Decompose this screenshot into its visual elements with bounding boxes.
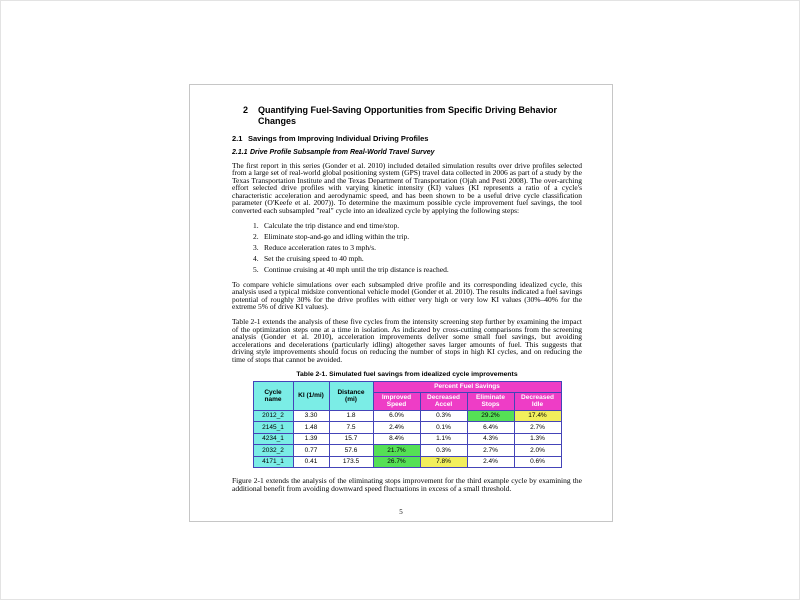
table-cell: 0.3%: [420, 445, 467, 457]
section-number: 2: [243, 105, 249, 115]
table-cell: 6.0%: [373, 410, 420, 422]
col-header-eliminate-stops: Eliminate Stops: [467, 392, 514, 410]
list-item-text: Eliminate stop-and-go and idling within the trip.: [264, 231, 410, 241]
subsection-title: Savings from Improving Individual Driving Profiles: [248, 134, 429, 143]
table-cell: 2.4%: [467, 456, 514, 468]
table-cell: 2.7%: [467, 445, 514, 457]
col-header-ki: KI (1/mi): [293, 381, 329, 410]
page-number: 5: [399, 508, 403, 516]
table-cell: 4171_1: [253, 456, 293, 468]
table-cell: 1.3%: [514, 433, 561, 445]
page-content: [232, 105, 582, 499]
list-item-number: 4.: [253, 253, 259, 263]
table-caption: Table 2-1. Simulated fuel savings from idealized cycle improvements: [296, 370, 518, 378]
list-item: [253, 233, 582, 241]
subsubsection-number: 2.1.1: [232, 149, 248, 156]
table-cell: 6.4%: [467, 422, 514, 434]
table-cell: 0.77: [293, 445, 329, 457]
paragraph-table-discussion: Table 2-1 extends the analysis of these five cycles from the intensity screening step further by examining the impact of the optimization steps one at a time in isolation. As indicated by cross-cutting comparisons from the screening analysis (Gonder et al. 2010), acceleration improvements deliver some small fuel savings, but avoiding accelerations and decelerations (particularly idling) altogether saves larger amounts of fuel. This suggests that driving style improvements should focus on reducing the number of stops in high KI cycles, and on reducing the time of stops that cannot be avoided.: [232, 317, 582, 364]
list-item-number: 5.: [253, 265, 259, 275]
table-cell: 173.5: [329, 456, 373, 468]
table-body: [253, 410, 561, 468]
table-cell: 8.4%: [373, 433, 420, 445]
list-item-text: Continue cruising at 40 mph until the trip distance is reached.: [264, 265, 449, 275]
table-cell: 0.41: [293, 456, 329, 468]
col-header-decreased-idle: Decreased Idle: [514, 392, 561, 410]
subsubsection-heading: [232, 149, 582, 157]
table-cell: 57.6: [329, 445, 373, 457]
col-header-group-savings: Percent Fuel Savings: [373, 381, 561, 392]
col-header-distance: Distance (mi): [329, 381, 373, 410]
table-cell: 1.8: [329, 410, 373, 422]
section-heading: [243, 105, 582, 126]
table-row: [253, 422, 561, 434]
table-cell: 15.7: [329, 433, 373, 445]
subsection-number: 2.1: [232, 134, 243, 143]
table-row: [253, 433, 561, 445]
table-row: [253, 456, 561, 468]
list-item-number: 1.: [253, 220, 259, 230]
subsection-heading: [232, 135, 582, 143]
table-cell: 21.7%: [373, 445, 420, 457]
table-cell: 2.4%: [373, 422, 420, 434]
table-cell: 3.30: [293, 410, 329, 422]
paragraph-figure: Figure 2-1 extends the analysis of the eliminating stops improvement for the third example cycle by examining the additional benefit from avoiding downward speed fluctuations in excess of a small threshold.: [232, 476, 582, 493]
table-cell: 1.1%: [420, 433, 467, 445]
list-item-text: Set the cruising speed to 40 mph.: [264, 253, 364, 263]
list-item-number: 3.: [253, 242, 259, 252]
table-cell: 1.48: [293, 422, 329, 434]
list-item-text: Calculate the trip distance and end time/stop.: [264, 220, 400, 230]
table-cell: 0.1%: [420, 422, 467, 434]
paragraph-intro: The first report in this series (Gonder et al. 2010) included detailed simulation results over drive profiles selected from a large set of real-world global positioning system (GPS) travel data collected in 2006 as part of a study by the Texas Transportation Institute and the Texas Department of Transportation (Ojah and Pesti 2008). The over-arching effort selected drive profiles with varying kinetic intensity (KI) values (KI represents a ratio of a cycle's characteristic acceleration and aerodynamic speed, and has been shown to be a useful drive cycle classification parameter (O'Keefe et al. 2007)). To determine the maximum possible cycle improvement fuel savings, the tool converted each subsampled "real" cycle into an idealized cycle by applying the following steps:: [232, 160, 582, 216]
list-item: [253, 255, 582, 263]
table-cell: 2.0%: [514, 445, 561, 457]
section-title: Quantifying Fuel-Saving Opportunities from Specific Driving Behavior Changes: [258, 105, 558, 126]
list-item: [253, 222, 582, 230]
table-cell: 2012_2: [253, 410, 293, 422]
table-cell: 26.7%: [373, 456, 420, 468]
table-header: [253, 381, 561, 410]
col-header-decreased-accel: Decreased Accel: [420, 392, 467, 410]
list-item: [253, 244, 582, 252]
fuel-savings-table: [253, 381, 562, 469]
table-cell: 7.8%: [420, 456, 467, 468]
table-cell: 2032_2: [253, 445, 293, 457]
subsubsection-title: Drive Profile Subsample from Real-World Travel Survey: [250, 149, 435, 156]
col-header-cycle: Cycle name: [253, 381, 293, 410]
table-cell: 17.4%: [514, 410, 561, 422]
paragraph-results: To compare vehicle simulations over each subsampled drive profile and its corresponding idealized cycle, this analysis used a typical midsize conventional vehicle model (Gonder et al. 2010). The results indicated a fuel savings potential of roughly 30% for the drive profiles with either very high or very low KI values (30%–40% for the extreme 5% of drive KI values).: [232, 279, 582, 312]
document-page: [189, 84, 613, 522]
table-row: [253, 410, 561, 422]
table-cell: 0.6%: [514, 456, 561, 468]
table-cell: 2145_1: [253, 422, 293, 434]
table-cell: 0.3%: [420, 410, 467, 422]
table-row: [253, 445, 561, 457]
table-cell: 1.39: [293, 433, 329, 445]
table-cell: 2.7%: [514, 422, 561, 434]
table-header-row: [253, 381, 561, 392]
list-item-text: Reduce acceleration rates to 3 mph/s.: [264, 242, 377, 252]
table-cell: 4234_1: [253, 433, 293, 445]
table-cell: 29.2%: [467, 410, 514, 422]
col-header-improved-speed: Improved Speed: [373, 392, 420, 410]
idealized-steps-list: [253, 222, 582, 274]
list-item: [253, 266, 582, 274]
table-cell: 7.5: [329, 422, 373, 434]
list-item-number: 2.: [253, 231, 259, 241]
table-cell: 4.3%: [467, 433, 514, 445]
